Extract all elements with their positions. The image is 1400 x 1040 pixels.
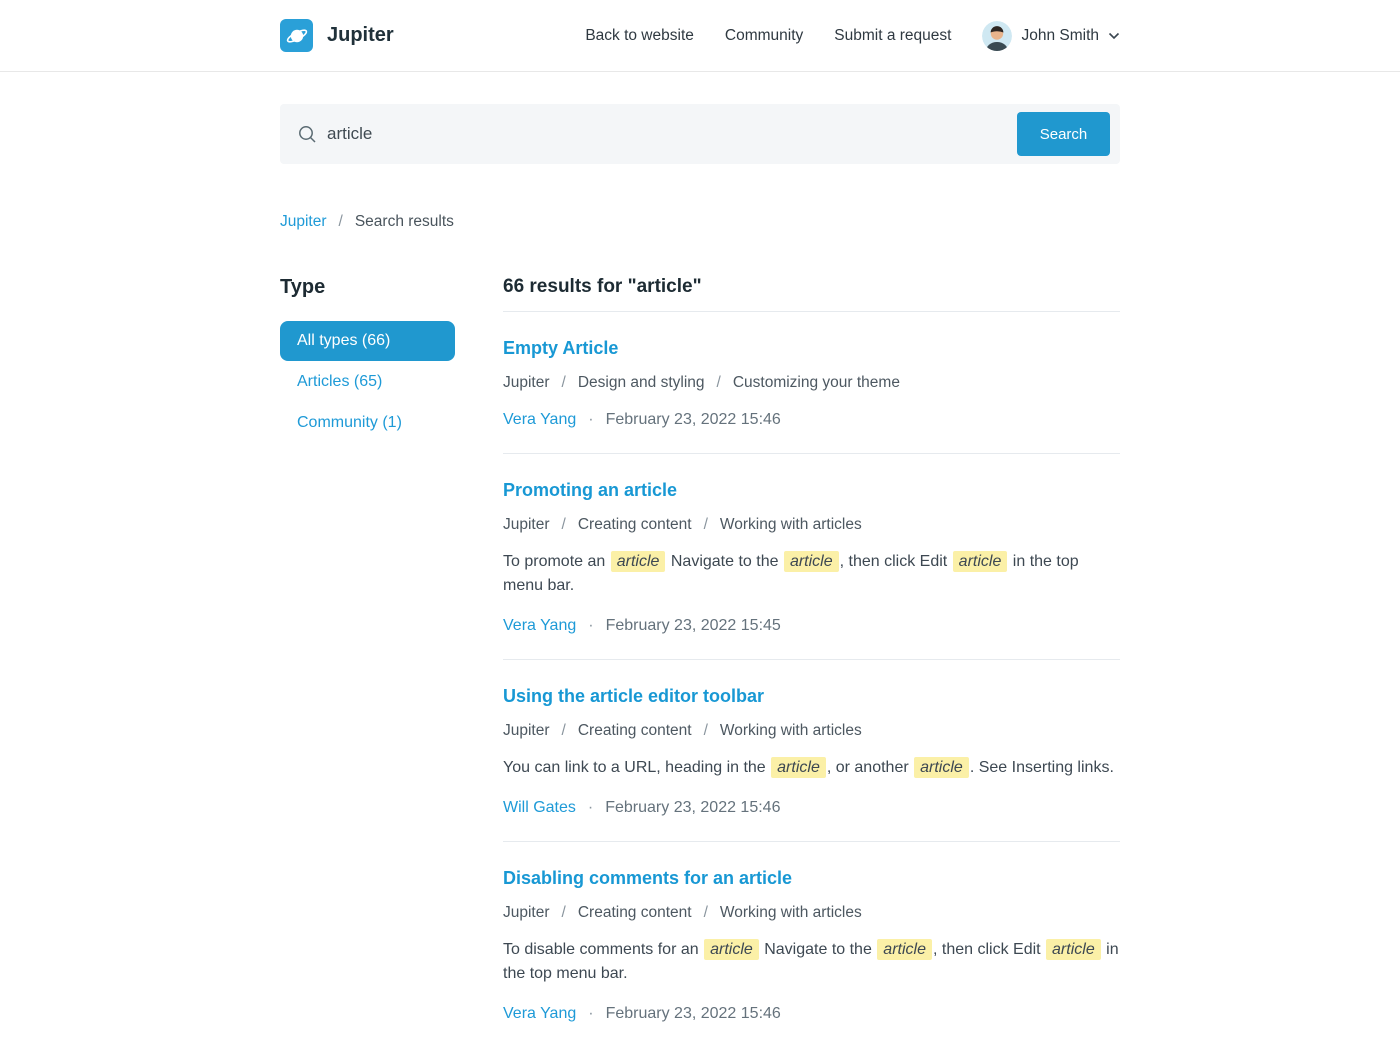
snippet-text: To promote an bbox=[503, 553, 610, 570]
result-title bbox=[503, 338, 1120, 359]
planet-icon bbox=[280, 19, 313, 52]
search-results bbox=[503, 276, 1120, 1040]
result-breadcrumb-link[interactable]: Jupiter bbox=[503, 516, 550, 533]
result-breadcrumb-link[interactable]: Jupiter bbox=[503, 722, 550, 739]
snippet-text: in the top menu bar. bbox=[503, 553, 1079, 594]
header-nav bbox=[585, 21, 1120, 51]
filter-option-0[interactable]: All types (66) bbox=[280, 321, 455, 361]
search-section bbox=[280, 104, 1120, 164]
highlighted-term: article bbox=[611, 551, 666, 572]
nav-submit-a-request[interactable]: Submit a request bbox=[834, 26, 952, 44]
result-breadcrumb-link[interactable]: Creating content bbox=[577, 516, 692, 533]
breadcrumb-separator: / bbox=[703, 516, 708, 533]
result-date: February 23, 2022 15:46 bbox=[605, 799, 781, 816]
result-meta bbox=[503, 617, 1120, 635]
result-meta bbox=[503, 411, 1120, 429]
snippet-text: in the top menu bar. bbox=[503, 941, 1119, 982]
result-title bbox=[503, 868, 1120, 889]
meta-dot-separator: · bbox=[587, 799, 594, 816]
user-name: John Smith bbox=[1021, 26, 1099, 44]
nav-back-to-website[interactable]: Back to website bbox=[585, 26, 694, 44]
result-breadcrumb bbox=[503, 374, 1120, 392]
breadcrumb-separator: / bbox=[703, 722, 708, 739]
result-snippet bbox=[503, 938, 1120, 986]
filter-list bbox=[280, 321, 455, 443]
author-link[interactable]: Vera Yang bbox=[503, 411, 577, 428]
main-content bbox=[280, 276, 1120, 1040]
result-title-link[interactable]: Promoting an article bbox=[503, 480, 678, 500]
type-filter-sidebar bbox=[280, 276, 455, 443]
search-button[interactable]: Search bbox=[1017, 112, 1110, 156]
site-header bbox=[0, 0, 1400, 72]
snippet-text: , or another bbox=[826, 759, 914, 776]
result-breadcrumb bbox=[503, 904, 1120, 922]
result-item bbox=[503, 842, 1120, 1040]
highlighted-term: article bbox=[771, 757, 826, 778]
brand[interactable] bbox=[280, 19, 394, 52]
snippet-text: You can link to a URL, heading in the bbox=[503, 759, 771, 776]
result-breadcrumb bbox=[503, 722, 1120, 740]
filter-option-2[interactable]: Community (1) bbox=[297, 414, 402, 431]
result-breadcrumb-link[interactable]: Creating content bbox=[577, 722, 692, 739]
author-link[interactable]: Vera Yang bbox=[503, 617, 577, 634]
snippet-text: , then click Edit bbox=[932, 941, 1046, 958]
chevron-down-icon bbox=[1108, 32, 1120, 40]
result-breadcrumb-link[interactable]: Creating content bbox=[577, 904, 692, 921]
result-breadcrumb-link[interactable]: Jupiter bbox=[503, 374, 550, 391]
result-title bbox=[503, 480, 1120, 501]
results-count-heading: 66 results for "article" bbox=[503, 276, 1120, 312]
snippet-text: , then click Edit bbox=[839, 553, 952, 570]
result-breadcrumb-link[interactable]: Jupiter bbox=[503, 904, 550, 921]
result-date: February 23, 2022 15:45 bbox=[605, 617, 781, 634]
breadcrumb-separator: / bbox=[561, 516, 566, 533]
filter-option-1[interactable]: Articles (65) bbox=[297, 373, 383, 390]
breadcrumb-separator: / bbox=[561, 722, 566, 739]
meta-dot-separator: · bbox=[588, 411, 594, 428]
search-icon bbox=[298, 125, 317, 144]
breadcrumb-home-link[interactable]: Jupiter bbox=[280, 213, 327, 230]
highlighted-term: article bbox=[877, 939, 932, 960]
result-breadcrumb-link[interactable]: Working with articles bbox=[719, 722, 862, 739]
result-item bbox=[503, 312, 1120, 454]
snippet-text: Navigate to the bbox=[759, 941, 877, 958]
results-list bbox=[503, 312, 1120, 1040]
breadcrumb-current: Search results bbox=[354, 213, 454, 230]
nav-community[interactable]: Community bbox=[724, 26, 804, 44]
result-snippet bbox=[503, 550, 1120, 598]
result-breadcrumb-link[interactable]: Working with articles bbox=[719, 516, 862, 533]
result-title bbox=[503, 686, 1120, 707]
result-breadcrumb bbox=[503, 516, 1120, 534]
result-breadcrumb-link[interactable]: Customizing your theme bbox=[732, 374, 900, 391]
result-snippet bbox=[503, 756, 1120, 780]
avatar bbox=[982, 21, 1012, 51]
breadcrumb-separator: / bbox=[703, 904, 708, 921]
author-link[interactable]: Vera Yang bbox=[503, 1005, 577, 1022]
breadcrumb bbox=[280, 213, 1120, 231]
meta-dot-separator: · bbox=[588, 617, 594, 634]
breadcrumb-separator: / bbox=[716, 374, 721, 391]
highlighted-term: article bbox=[1046, 939, 1101, 960]
highlighted-term: article bbox=[704, 939, 759, 960]
highlighted-term: article bbox=[784, 551, 839, 572]
search-bar bbox=[280, 104, 1120, 164]
result-title-link[interactable]: Empty Article bbox=[503, 338, 619, 358]
snippet-text: Navigate to the bbox=[666, 553, 783, 570]
result-breadcrumb-link[interactable]: Working with articles bbox=[719, 904, 862, 921]
meta-dot-separator: · bbox=[588, 1005, 594, 1022]
brand-title: Jupiter bbox=[327, 24, 394, 46]
breadcrumb-separator: / bbox=[561, 904, 566, 921]
result-breadcrumb-link[interactable]: Design and styling bbox=[577, 374, 705, 391]
result-title-link[interactable]: Disabling comments for an article bbox=[503, 868, 793, 888]
author-link[interactable]: Will Gates bbox=[503, 799, 576, 816]
result-date: February 23, 2022 15:46 bbox=[605, 411, 781, 428]
breadcrumb-separator: / bbox=[338, 213, 343, 230]
highlighted-term: article bbox=[914, 757, 969, 778]
result-item bbox=[503, 454, 1120, 660]
user-menu[interactable] bbox=[982, 21, 1120, 51]
breadcrumb-separator: / bbox=[561, 374, 566, 391]
result-title-link[interactable]: Using the article editor toolbar bbox=[503, 686, 765, 706]
snippet-text: To disable comments for an bbox=[503, 941, 704, 958]
filter-title: Type bbox=[280, 276, 326, 298]
result-meta bbox=[503, 1005, 1120, 1023]
snippet-text: . See Inserting links. bbox=[969, 759, 1114, 776]
result-item bbox=[503, 660, 1120, 842]
result-meta bbox=[503, 799, 1120, 817]
highlighted-term: article bbox=[953, 551, 1008, 572]
search-input[interactable] bbox=[327, 124, 1017, 144]
result-date: February 23, 2022 15:46 bbox=[605, 1005, 781, 1022]
